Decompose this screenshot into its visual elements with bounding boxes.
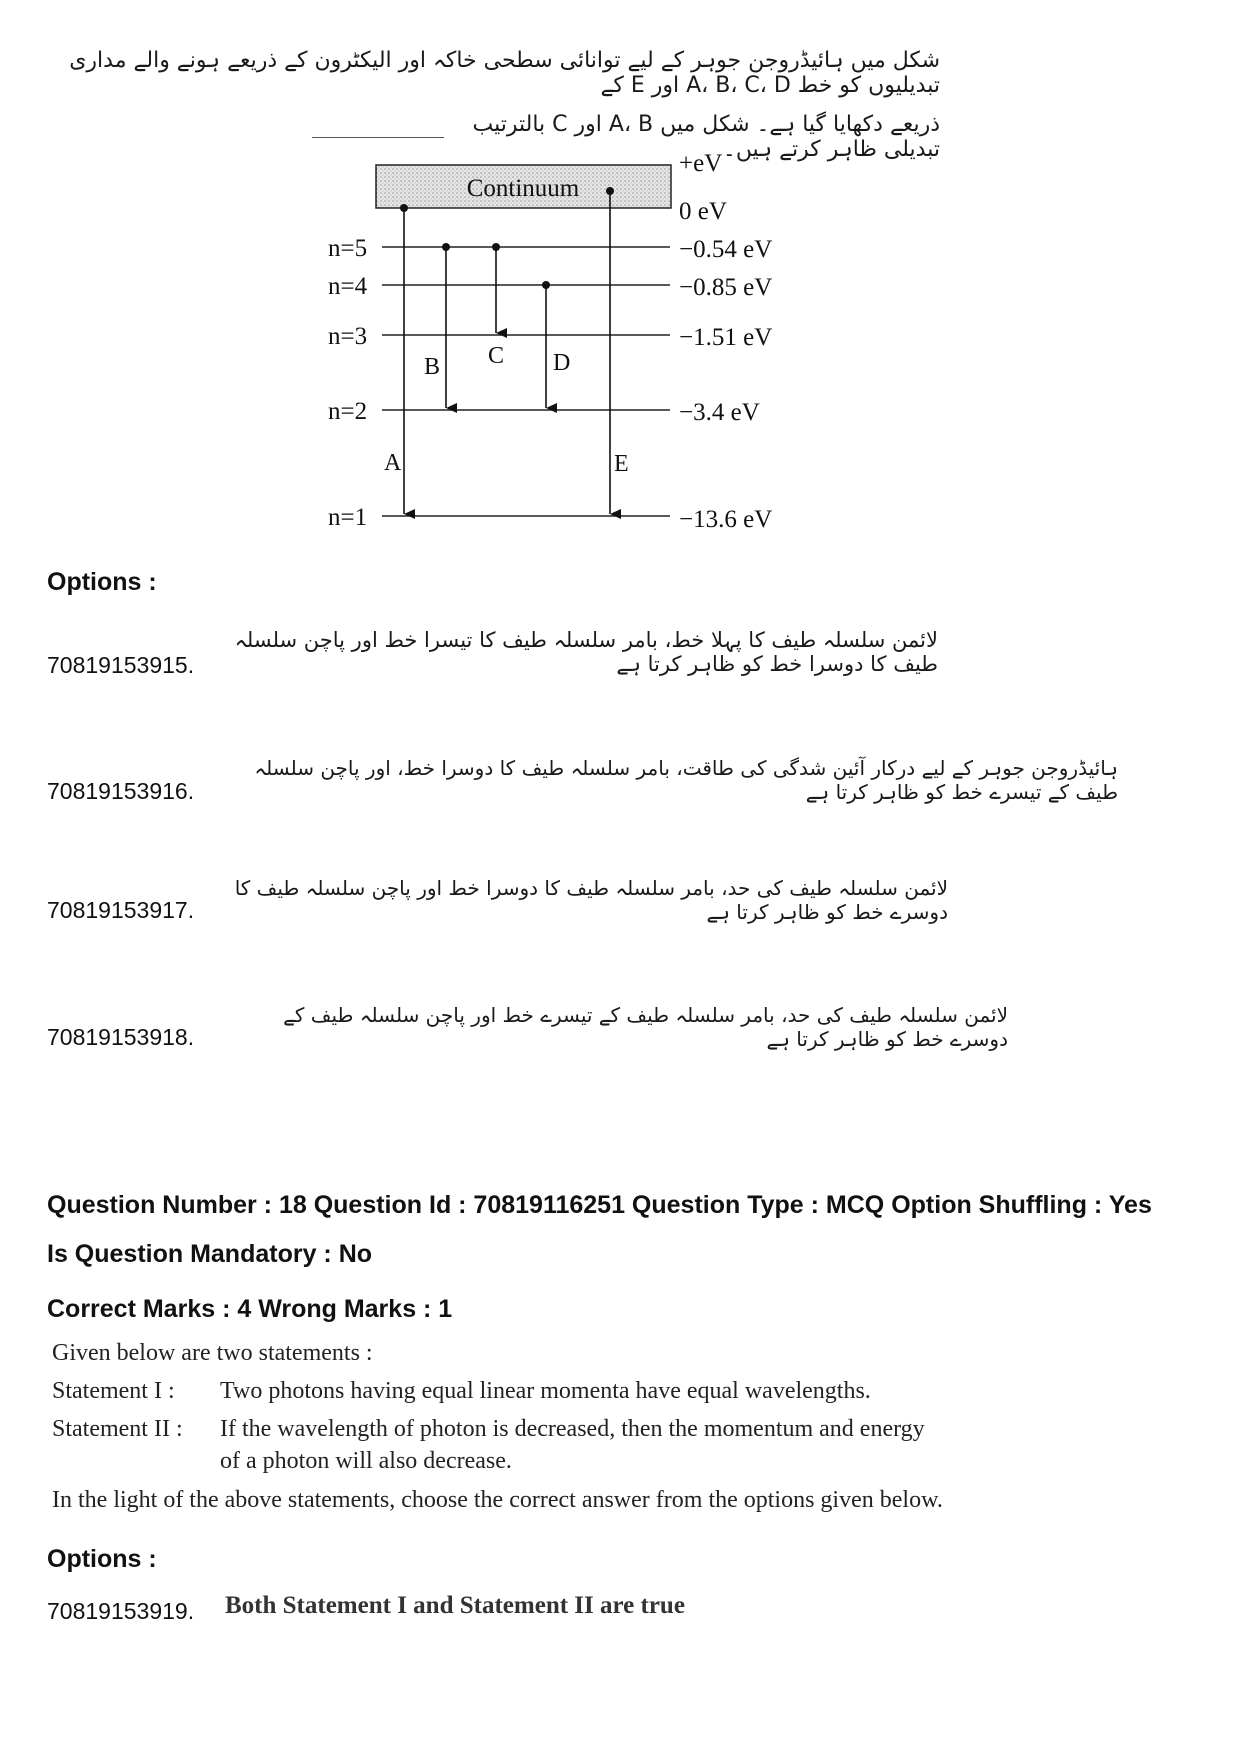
level-label-n4: n=4 <box>328 273 368 300</box>
energy-label-n1: −13.6 eV <box>679 506 773 533</box>
plus-ev-label: +eV <box>679 150 723 177</box>
option-id-3[interactable]: 70819153917. <box>47 897 195 923</box>
statement2-text-line2: of a photon will also decrease. <box>220 1448 512 1474</box>
option-text-2[interactable]: ہائیڈروجن جوہر کے لیے درکار آئین شدگی کی طاقت، بامر سلسلہ طیف کا دوسرا خط، اور پاچن سلسلہ طیف کے تیسرے خط کو ظاہر کرتا ہے <box>254 756 1118 804</box>
transition-label-A: A <box>384 450 402 476</box>
level-label-n3: n=3 <box>328 323 368 350</box>
level-label-n2: n=2 <box>328 398 368 425</box>
transition-label-B: B <box>424 354 441 380</box>
options-heading: Options : <box>47 1545 157 1573</box>
statement1-text: Two photons having equal linear momenta have equal wavelengths. <box>220 1378 871 1404</box>
question-meta-line2: Is Question Mandatory : No <box>47 1240 373 1268</box>
continuum-label: Continuum <box>466 175 580 202</box>
statements-intro: Given below are two statements : <box>52 1340 373 1366</box>
options-heading-prev: Options : <box>47 568 157 596</box>
energy-label-n4: −0.85 eV <box>679 274 773 301</box>
question-urdu-line2: ذریعے دکھایا گیا ہے۔ شکل میں A، B اور C بالترتیب تبدیلی ظاہر کرتے ہیں۔ <box>472 112 940 162</box>
transition-label-E: E <box>614 451 629 477</box>
q18-option-text-1[interactable]: Both Statement I and Statement II are true <box>225 1592 685 1619</box>
zero-ev-label: 0 eV <box>679 198 727 225</box>
level-label-n1: n=1 <box>328 504 368 531</box>
q18-option-id-1[interactable]: 70819153919. <box>47 1598 195 1624</box>
option-text-1[interactable]: لائمن سلسلہ طیف کا پہلا خط، بامر سلسلہ طیف کا تیسرا خط اور پاچن سلسلہ طیف کا دوسرا خط کو ظاہر کرتا ہے <box>234 628 938 676</box>
energy-label-n5: −0.54 eV <box>679 236 773 263</box>
energy-label-n3: −1.51 eV <box>679 324 773 351</box>
transition-label-D: D <box>553 350 571 376</box>
marks-line: Correct Marks : 4 Wrong Marks : 1 <box>47 1295 453 1323</box>
question-meta-line1: Question Number : 18 Question Id : 70819116251 Question Type : MCQ Option Shuffling : Yes <box>47 1191 1152 1219</box>
option-id-4[interactable]: 70819153918. <box>47 1024 195 1050</box>
level-label-n5: n=5 <box>328 235 368 262</box>
statement2-text-line1: If the wavelength of photon is decreased, then the momentum and energy <box>220 1416 925 1442</box>
question-urdu-line1: شکل میں ہائیڈروجن جوہر کے لیے توانائی سطحی خاکہ اور الیکٹرون کے ذریعے ہونے والے مداری تبدیلیوں کو خط A، B، C، D اور E کے <box>69 48 940 98</box>
statement2-label: Statement II : <box>52 1416 183 1442</box>
option-id-2[interactable]: 70819153916. <box>47 778 195 804</box>
option-text-4[interactable]: لائمن سلسلہ طیف کی حد، بامر سلسلہ طیف کے تیسرے خط اور پاچن سلسلہ طیف کے دوسرے خط کو ظاہر کرتا ہے <box>283 1003 1008 1051</box>
statement1-label: Statement I : <box>52 1378 175 1404</box>
transition-label-C: C <box>488 343 505 369</box>
option-text-3[interactable]: لائمن سلسلہ طیف کی حد، بامر سلسلہ طیف کا دوسرا خط اور پاچن سلسلہ طیف کا دوسرے خط کو ظاہر کرتا ہے <box>234 876 948 924</box>
option-id-1[interactable]: 70819153915. <box>47 652 195 678</box>
statements-instruction: In the light of the above statements, choose the correct answer from the options given below. <box>52 1487 943 1513</box>
energy-label-n2: −3.4 eV <box>679 399 760 426</box>
energy-level-diagram <box>0 0 1240 560</box>
